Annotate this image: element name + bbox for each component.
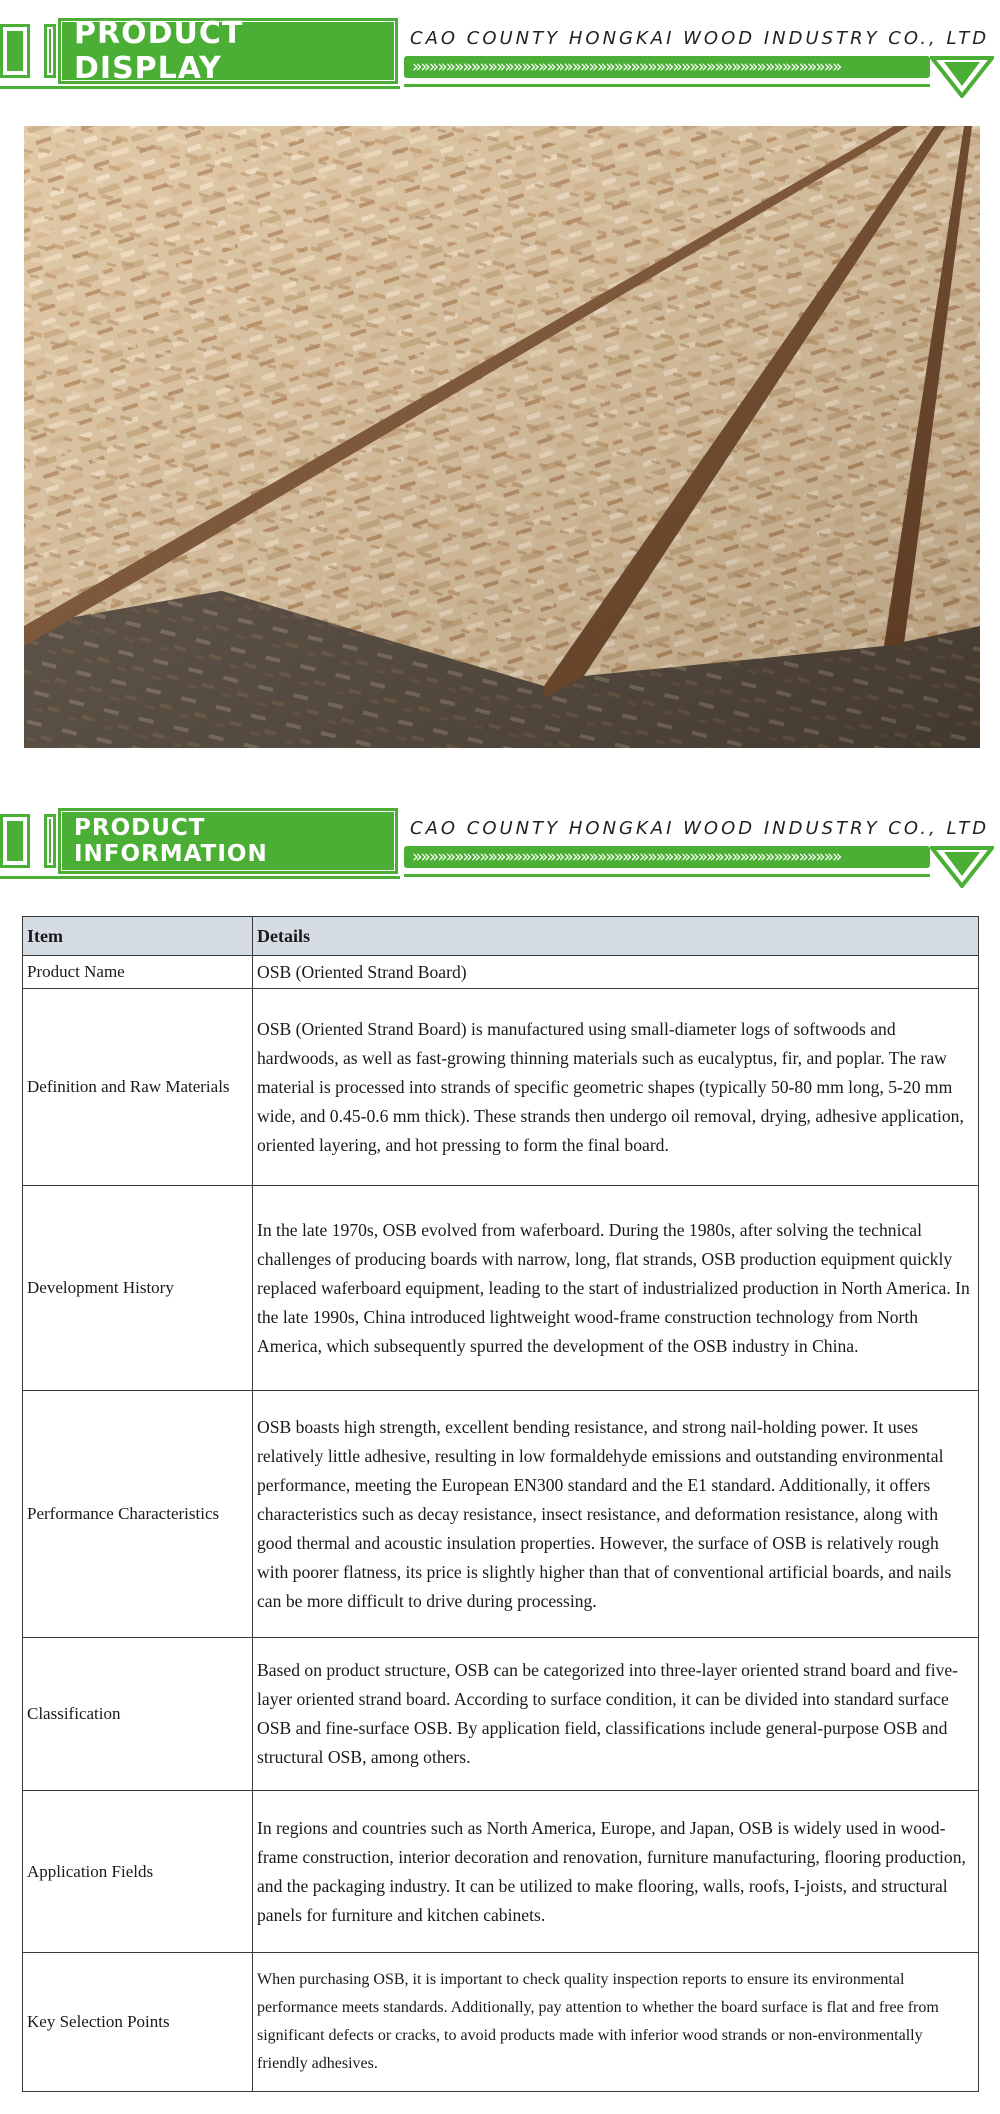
row-item: Product Name: [23, 956, 253, 989]
product-photo: [24, 126, 980, 748]
arrow-strip: »»»»»»»»»»»»»»»»»»»»»»»»»»»»»»»»»»»»»»»»»»»»»»»»»»»: [404, 56, 930, 78]
banner-underline: [0, 86, 400, 89]
company-name: CAO COUNTY HONGKAI WOOD INDUSTRY CO., LTD: [410, 28, 990, 49]
table-row: [23, 1638, 979, 1791]
table-row: [23, 1791, 979, 1953]
row-item: Classification: [23, 1638, 253, 1791]
row-item: Performance Characteristics: [23, 1391, 253, 1638]
row-item: Definition and Raw Materials: [23, 989, 253, 1186]
row-item: Application Fields: [23, 1791, 253, 1953]
row-details: In regions and countries such as North America, Europe, and Japan, OSB is widely used in wood-frame construction, interior decoration and renovation, furniture manufacturing, flooring production, and the packaging industry. It can be utilized to make flooring, walls, roofs, I-joists, and structural panels for furniture and kitchen cabinets.: [253, 1791, 979, 1953]
chevron-down-icon: [930, 56, 994, 98]
product-display-banner: [0, 16, 1000, 108]
arrow-strip: »»»»»»»»»»»»»»»»»»»»»»»»»»»»»»»»»»»»»»»»»»»»»»»»»»»: [404, 846, 930, 868]
table-row: [23, 1391, 979, 1638]
banner-rule: [404, 874, 930, 877]
product-info-table: [22, 916, 979, 2092]
company-name: CAO COUNTY HONGKAI WOOD INDUSTRY CO., LTD: [410, 818, 990, 839]
table-row: [23, 956, 979, 989]
row-details: OSB (Oriented Strand Board) is manufactured using small-diameter logs of softwoods and hardwoods, as well as fast-growing thinning materials such as eucalyptus, fir, and poplar. The raw material is processed into strands of specific geometric shapes (typically 50-80 mm long, 5-20 mm wide, and 0.45-0.6 mm thick). These strands then undergo oil removal, drying, adhesive application, oriented layering, and hot pressing to form the final board.: [253, 989, 979, 1186]
table-row: [23, 989, 979, 1186]
section-title: PRODUCT DISPLAY: [62, 22, 394, 80]
table-row: [23, 1953, 979, 2092]
section-title: PRODUCT INFORMATION: [62, 812, 394, 870]
column-header-details: Details: [253, 917, 979, 956]
banner-bar-decoration: [44, 24, 56, 78]
table-row: [23, 1186, 979, 1391]
row-details: OSB boasts high strength, excellent bending resistance, and strong nail-holding power. It uses relatively little adhesive, resulting in low formaldehyde emissions and outstanding environmental performance, meeting the European EN300 standard and the E1 standard. Additionally, it offers characteristics such as decay resistance, insect resistance, and deformation resistance, along with good thermal and acoustic insulation properties. However, the surface of OSB is relatively rough with poorer flatness, its price is slightly higher than that of conventional artificial boards, and nails can be more difficult to drive during processing.: [253, 1391, 979, 1638]
table-header-row: [23, 917, 979, 956]
row-item: Development History: [23, 1186, 253, 1391]
banner-bar-decoration: [44, 814, 56, 868]
banner-square-decoration: [0, 24, 30, 78]
column-header-item: Item: [23, 917, 253, 956]
row-item: Key Selection Points: [23, 1953, 253, 2092]
product-information-banner: [0, 812, 1000, 898]
chevron-down-icon: [930, 846, 994, 888]
row-details: When purchasing OSB, it is important to check quality inspection reports to ensure its environmental performance meets standards. Additionally, pay attention to whether the board surface is flat and free from significant defects or cracks, to avoid products made with inferior wood strands or non-environmentally friendly adhesives.: [253, 1953, 979, 2092]
banner-square-decoration: [0, 814, 30, 868]
banner-rule: [404, 84, 930, 87]
row-details: Based on product structure, OSB can be categorized into three-layer oriented strand board and five-layer oriented strand board. According to surface condition, it can be divided into standard surface OSB and fine-surface OSB. By application field, classifications include general-purpose OSB and structural OSB, among others.: [253, 1638, 979, 1791]
row-details: OSB (Oriented Strand Board): [253, 956, 979, 989]
row-details: In the late 1970s, OSB evolved from waferboard. During the 1980s, after solving the technical challenges of producing boards with narrow, long, flat strands, OSB production equipment quickly replaced waferboard equipment, leading to the start of industrialized production in North America. In the late 1990s, China introduced lightweight wood-frame construction technology from North America, which subsequently spurred the development of the OSB industry in China.: [253, 1186, 979, 1391]
banner-underline: [0, 876, 400, 879]
